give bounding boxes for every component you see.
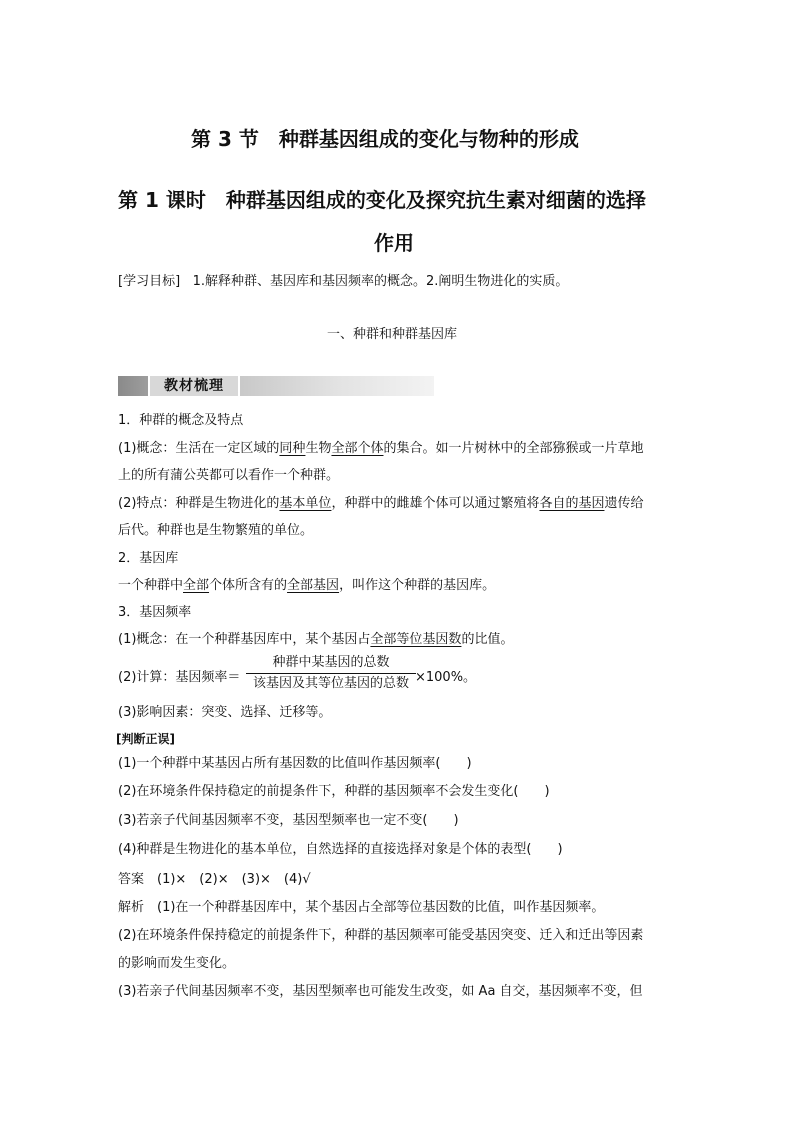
s3-concept bbox=[118, 631, 513, 649]
s2-heading: 2．基因库 bbox=[118, 551, 179, 566]
learning-goals-text: 1.解释种群、基因库和基因频率的概念。2.阐明生物进化的实质。 bbox=[192, 274, 569, 289]
text-run: (1)概念：生活在一定区域的 bbox=[118, 441, 280, 456]
s2-text bbox=[118, 577, 495, 595]
answer-line: 答案 (1)× (2)× (3)× (4)√ bbox=[118, 872, 311, 887]
text-run: 的集合。如一片树林中的全部猕猴或一片草地 bbox=[383, 441, 644, 456]
underlined-answer: 全部个体 bbox=[331, 441, 384, 456]
underlined-answer: 全部等位基因数 bbox=[370, 632, 462, 647]
underlined-answer: 基本单位 bbox=[279, 496, 332, 511]
text-run: 生物 bbox=[305, 441, 332, 456]
text-run: (2)特点：种群是生物进化的 bbox=[118, 496, 280, 511]
s1-heading: 1．种群的概念及特点 bbox=[118, 413, 244, 428]
judge-item: (3)若亲子代间基因频率不变，基因型频率也一定不变( ) bbox=[118, 813, 459, 828]
s1-feature-line1 bbox=[118, 495, 643, 513]
text-run: ，叫作这个种群的基因库。 bbox=[339, 578, 496, 593]
judge-item: (1)一个种群中某基因占所有基因数的比值叫作基因频率( ) bbox=[118, 756, 472, 771]
s1-feature-line2: 后代。种群也是生物繁殖的单位。 bbox=[118, 523, 314, 538]
s1-concept-line1 bbox=[118, 440, 643, 458]
judge-item: (4)种群是生物进化的基本单位，自然选择的直接选择对象是个体的表型( ) bbox=[118, 842, 563, 857]
section-bar bbox=[118, 376, 434, 396]
fraction-numerator: 种群中某基因的总数 bbox=[272, 655, 390, 670]
analysis-line: (2)在环境条件保持稳定的前提条件下，种群的基因频率可能受基因突变、迁入和迁出等因素 bbox=[118, 928, 644, 943]
text-run: 一个种群中 bbox=[118, 578, 184, 593]
analysis-line: (3)若亲子代间基因频率不变，基因型频率也可能发生改变，如 Aa 自交，基因频率不变，但 bbox=[118, 984, 643, 999]
s3-calc-label: (2)计算：基因频率＝ bbox=[118, 670, 241, 685]
analysis-line: 的影响而发生变化。 bbox=[118, 956, 236, 971]
learning-goals bbox=[118, 273, 568, 291]
text-run: 个体所含有的 bbox=[209, 578, 288, 593]
learning-goals-tag: [学习目标] bbox=[118, 274, 181, 289]
s3-factors: (3)影响因素：突变、选择、迁移等。 bbox=[118, 705, 332, 720]
text-run: 遗传给 bbox=[604, 496, 644, 511]
section-bar-label: 教材梳理 bbox=[148, 376, 240, 396]
s3-calc-tail: ×100%。 bbox=[415, 670, 477, 685]
s1-concept-line2: 上的所有蒲公英都可以看作一个种群。 bbox=[118, 468, 340, 483]
underlined-answer: 全部基因 bbox=[287, 578, 340, 593]
s3-heading: 3．基因频率 bbox=[118, 605, 192, 620]
underlined-answer: 同种 bbox=[279, 441, 306, 456]
underlined-answer: 各自的基因 bbox=[539, 496, 605, 511]
text-run: (1)概念：在一个种群基因库中，某个基因占 bbox=[118, 632, 371, 647]
fraction-denominator: 该基因及其等位基因的总数 bbox=[252, 676, 409, 691]
text-run: ，种群中的雌雄个体可以通过繁殖将 bbox=[331, 496, 540, 511]
lesson-title-line1: 第 1 课时 种群基因组成的变化及探究抗生素对细菌的选择 bbox=[118, 188, 646, 212]
judge-item: (2)在环境条件保持稳定的前提条件下，种群的基因频率不会发生变化( ) bbox=[118, 784, 550, 799]
section-title: 第 3 节 种群基因组成的变化与物种的形成 bbox=[191, 127, 579, 151]
fraction-bar bbox=[246, 673, 416, 674]
lesson-title-line2: 作用 bbox=[374, 231, 414, 255]
text-run: 的比值。 bbox=[461, 632, 514, 647]
analysis-line: 解析 (1)在一个种群基因库中，某个基因占全部等位基因数的比值，叫作基因频率。 bbox=[118, 900, 605, 915]
underlined-answer: 全部 bbox=[183, 578, 210, 593]
part-heading: 一、种群和种群基因库 bbox=[327, 327, 458, 342]
judge-heading: [判断正误] bbox=[116, 732, 175, 746]
gene-frequency-fraction bbox=[246, 655, 416, 692]
